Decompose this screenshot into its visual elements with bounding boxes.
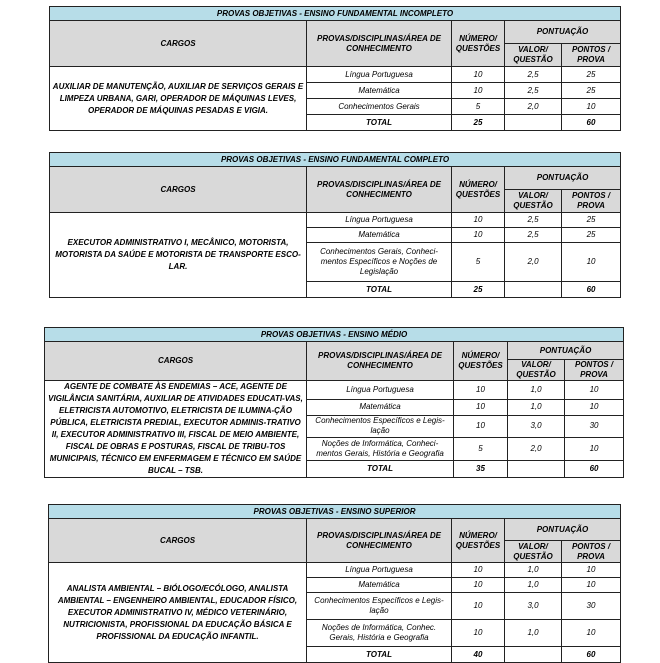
discipline-cell: Matemática (307, 83, 452, 99)
table-title: PROVAS OBJETIVAS - ENSINO FUNDAMENTAL INCOMPLETO (50, 7, 621, 21)
header-pontuacao: PONTUAÇÃO (505, 167, 621, 190)
value-per-question-cell: 2,5 (505, 67, 562, 83)
total-points: 60 (562, 647, 621, 663)
score-table (49, 6, 621, 131)
discipline-cell: Língua Portuguesa (307, 213, 452, 228)
discipline-cell: Conhecimentos Gerais, Conheci-mentos Específicos e Noções de Legislação (307, 243, 452, 282)
header-valor-questao: VALOR/ QUESTÃO (505, 190, 562, 213)
points-cell: 25 (562, 67, 621, 83)
table-row (45, 381, 624, 400)
table-title: PROVAS OBJETIVAS - ENSINO MÉDIO (45, 328, 624, 342)
header-provas: PROVAS/DISCIPLINAS/ÁREA DE CONHECIMENTO (307, 21, 452, 67)
total-empty-cell (508, 461, 565, 478)
points-cell: 10 (565, 437, 624, 461)
header-row (50, 167, 621, 190)
value-per-question-cell: 1,0 (505, 563, 562, 578)
table-title: PROVAS OBJETIVAS - ENSINO SUPERIOR (49, 505, 621, 519)
discipline-cell: Noções de Informática, Conhec. Gerais, História e Geografia (307, 620, 452, 647)
value-per-question-cell: 2,5 (505, 228, 562, 243)
total-questions: 40 (452, 647, 505, 663)
total-empty-cell (505, 115, 562, 131)
header-cargos: CARGOS (49, 519, 307, 563)
header-pontos-prova: PONTOS / PROVA (562, 190, 621, 213)
discipline-cell: Noções de Informática, Conheci-mentos Gerais, História e Geografia (307, 437, 454, 461)
discipline-cell: Língua Portuguesa (307, 563, 452, 578)
score-table (48, 504, 621, 663)
value-per-question-cell: 2,0 (505, 243, 562, 282)
total-label: TOTAL (307, 115, 452, 131)
header-numero-questoes: NÚMERO/ QUESTÕES (452, 21, 505, 67)
header-valor-questao: VALOR/ QUESTÃO (505, 541, 562, 563)
cargos-list: AGENTE DE COMBATE ÀS ENDEMIAS – ACE, AGENTE DE VIGILÂNCIA SANITÁRIA, AUXILIAR DE ATIVIDADES EDUCATI-VAS, ELETRICISTA AUTOMOTIVO, ELETRICISTA DE ILUMINA-ÇÃO PÚBLICA, ELETRICISTA PREDIAL, EXECUTOR ADMINIS-TRATIVO II, EXECUTOR ADMINISTRATIVO III, FISCAL DE MEIO AMBIENTE, FISCAL DE OBRAS E POSTURAS, FISCAL DE TRIBU-TOS MUNICIPAIS, TÉCNICO EM ENFERMAGEM E TÉCNICO EM SAÚDE BUCAL – TSB. (45, 381, 307, 478)
header-cargos: CARGOS (50, 21, 307, 67)
points-cell: 10 (562, 99, 621, 115)
points-cell: 10 (562, 620, 621, 647)
header-provas: PROVAS/DISCIPLINAS/ÁREA DE CONHECIMENTO (307, 519, 452, 563)
total-label: TOTAL (307, 647, 452, 663)
header-pontuacao: PONTUAÇÃO (505, 21, 621, 44)
questions-count-cell: 10 (452, 593, 505, 620)
points-cell: 25 (562, 83, 621, 99)
questions-count-cell: 5 (454, 437, 508, 461)
points-cell: 25 (562, 228, 621, 243)
value-per-question-cell: 1,0 (505, 620, 562, 647)
discipline-cell: Conhecimentos Específicos e Legis-lação (307, 416, 454, 438)
questions-count-cell: 10 (452, 620, 505, 647)
discipline-cell: Matemática (307, 228, 452, 243)
points-cell: 25 (562, 213, 621, 228)
header-numero-questoes: NÚMERO/ QUESTÕES (454, 342, 508, 381)
discipline-cell: Matemática (307, 399, 454, 416)
value-per-question-cell: 3,0 (508, 416, 565, 438)
points-cell: 10 (562, 243, 621, 282)
score-table (44, 327, 624, 478)
discipline-cell: Língua Portuguesa (307, 381, 454, 400)
questions-count-cell: 5 (452, 99, 505, 115)
header-provas: PROVAS/DISCIPLINAS/ÁREA DE CONHECIMENTO (307, 167, 452, 213)
total-questions: 35 (454, 461, 508, 478)
header-valor-questao: VALOR/ QUESTÃO (508, 360, 565, 381)
header-pontos-prova: PONTOS / PROVA (565, 360, 624, 381)
table-title-row (45, 328, 624, 342)
questions-count-cell: 10 (452, 213, 505, 228)
value-per-question-cell: 1,0 (508, 399, 565, 416)
value-per-question-cell: 2,5 (505, 83, 562, 99)
points-cell: 10 (565, 381, 624, 400)
table-row (50, 213, 621, 228)
value-per-question-cell: 2,0 (505, 99, 562, 115)
points-cell: 10 (562, 563, 621, 578)
discipline-cell: Conhecimentos Gerais (307, 99, 452, 115)
header-pontuacao: PONTUAÇÃO (505, 519, 621, 541)
cargos-list: EXECUTOR ADMINISTRATIVO I, MECÂNICO, MOTORISTA, MOTORISTA DA SAÚDE E MOTORISTA DE TRANSPORTE ESCO-LAR. (50, 213, 307, 298)
questions-count-cell: 10 (452, 563, 505, 578)
table-title-row (50, 7, 621, 21)
value-per-question-cell: 1,0 (508, 381, 565, 400)
header-row (50, 21, 621, 44)
total-label: TOTAL (307, 282, 452, 298)
total-questions: 25 (452, 282, 505, 298)
questions-count-cell: 10 (452, 578, 505, 593)
table-row (50, 67, 621, 83)
total-points: 60 (562, 282, 621, 298)
header-pontos-prova: PONTOS / PROVA (562, 44, 621, 67)
header-pontos-prova: PONTOS / PROVA (562, 541, 621, 563)
header-cargos: CARGOS (50, 167, 307, 213)
questions-count-cell: 10 (454, 416, 508, 438)
discipline-cell: Conhecimentos Específicos e Legis-lação (307, 593, 452, 620)
total-empty-cell (505, 647, 562, 663)
total-empty-cell (505, 282, 562, 298)
questions-count-cell: 10 (452, 83, 505, 99)
header-provas: PROVAS/DISCIPLINAS/ÁREA DE CONHECIMENTO (307, 342, 454, 381)
questions-count-cell: 10 (454, 399, 508, 416)
value-per-question-cell: 3,0 (505, 593, 562, 620)
header-numero-questoes: NÚMERO/ QUESTÕES (452, 167, 505, 213)
discipline-cell: Língua Portuguesa (307, 67, 452, 83)
questions-count-cell: 10 (452, 228, 505, 243)
header-valor-questao: VALOR/ QUESTÃO (505, 44, 562, 67)
header-pontuacao: PONTUAÇÃO (508, 342, 624, 360)
total-points: 60 (562, 115, 621, 131)
score-table (49, 152, 621, 298)
table-title-row (49, 505, 621, 519)
header-cargos: CARGOS (45, 342, 307, 381)
points-cell: 30 (562, 593, 621, 620)
table-title-row (50, 153, 621, 167)
value-per-question-cell: 1,0 (505, 578, 562, 593)
questions-count-cell: 5 (452, 243, 505, 282)
header-numero-questoes: NÚMERO/ QUESTÕES (452, 519, 505, 563)
value-per-question-cell: 2,0 (508, 437, 565, 461)
questions-count-cell: 10 (454, 381, 508, 400)
cargos-list: ANALISTA AMBIENTAL – BIÓLOGO/ECÓLOGO, ANALISTA AMBIENTAL – ENGENHEIRO AMBIENTAL, EDUCADOR FÍSICO, EXECUTOR ADMINISTRATIVO IV, MÉDICO VETERINÁRIO, NUTRICIONISTA, PROFISSIONAL DA EDUCAÇÃO BÁSICA E PROFISSIONAL DA EDUCAÇÃO INFANTIL. (49, 563, 307, 663)
questions-count-cell: 10 (452, 67, 505, 83)
points-cell: 30 (565, 416, 624, 438)
cargos-list: AUXILIAR DE MANUTENÇÃO, AUXILIAR DE SERVIÇOS GERAIS E LIMPEZA URBANA, GARI, OPERADOR DE MÁQUINAS LEVES, OPERADOR DE MÁQUINAS PESADAS E VIGIA. (50, 67, 307, 131)
total-questions: 25 (452, 115, 505, 131)
value-per-question-cell: 2,5 (505, 213, 562, 228)
points-cell: 10 (565, 399, 624, 416)
discipline-cell: Matemática (307, 578, 452, 593)
table-title: PROVAS OBJETIVAS - ENSINO FUNDAMENTAL COMPLETO (50, 153, 621, 167)
table-row (49, 563, 621, 578)
header-row (45, 342, 624, 360)
total-points: 60 (565, 461, 624, 478)
header-row (49, 519, 621, 541)
total-label: TOTAL (307, 461, 454, 478)
points-cell: 10 (562, 578, 621, 593)
